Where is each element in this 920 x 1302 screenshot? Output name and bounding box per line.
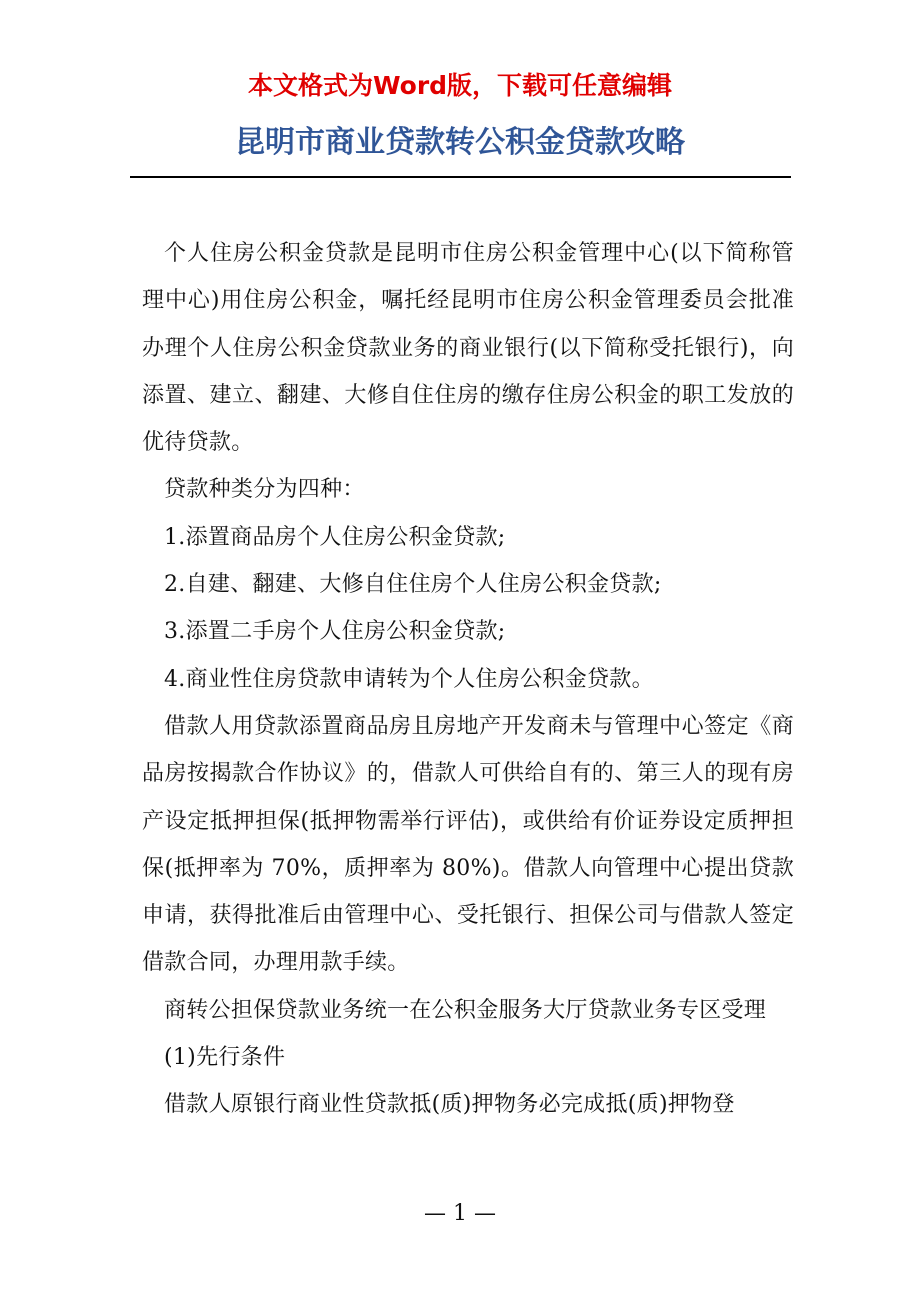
paragraph-type-3: 3.添置二手房个人住房公积金贷款; [164,619,506,645]
paragraph-type-2: 2.自建、翻建、大修自住住房个人住房公积金贷款; [164,572,662,598]
document-body [142,230,794,1129]
paragraph-guarantee: 借款人用贷款添置商品房且房地产开发商未与管理中心签定《商品房按揭款合作协议》的，借款人可供给自有的、第三人的现有房产设定抵押担保(抵押物需举行评估)，或供给有价证券设定质押担保(抵押率为 70%，质押率为 80%)。借款人向管理中心提出贷款申请，获得批准后由管理中心、受托银行、担保公司与借款人签定借款合同，办理用款手续。 [142,713,794,976]
document-title: 昆明市商业贷款转公积金贷款攻略 [235,125,685,160]
paragraph-loan-types: 贷款种类分为四种： [164,477,365,503]
page-number: — 1 — [424,1201,496,1226]
paragraph-type-4: 4.商业性住房贷款申请转为个人住房公积金贷款。 [164,666,654,692]
title-divider [130,176,791,178]
paragraph-intro: 个人住房公积金贷款是昆明市住房公积金管理中心(以下简称管理中心)用住房公积金，嘱托经昆明市住房公积金管理委员会批准办理个人住房公积金贷款业务的商业银行(以下简称受托银行)，向添置、建立、翻建、大修自住住房的缴存住房公积金的职工发放的优待贷款。 [142,241,794,456]
paragraph-type-1: 1.添置商品房个人住房公积金贷款; [164,524,506,550]
format-notice: 本文格式为Word版，下载可任意编辑 [247,71,673,100]
paragraph-service-hall: 商转公担保贷款业务统一在公积金服务大厅贷款业务专区受理 [164,997,767,1023]
paragraph-precondition: 借款人原银行商业性贷款抵(质)押物务必完成抵(质)押物登 [164,1092,735,1118]
paragraph-precondition-heading: (1)先行条件 [164,1045,286,1071]
